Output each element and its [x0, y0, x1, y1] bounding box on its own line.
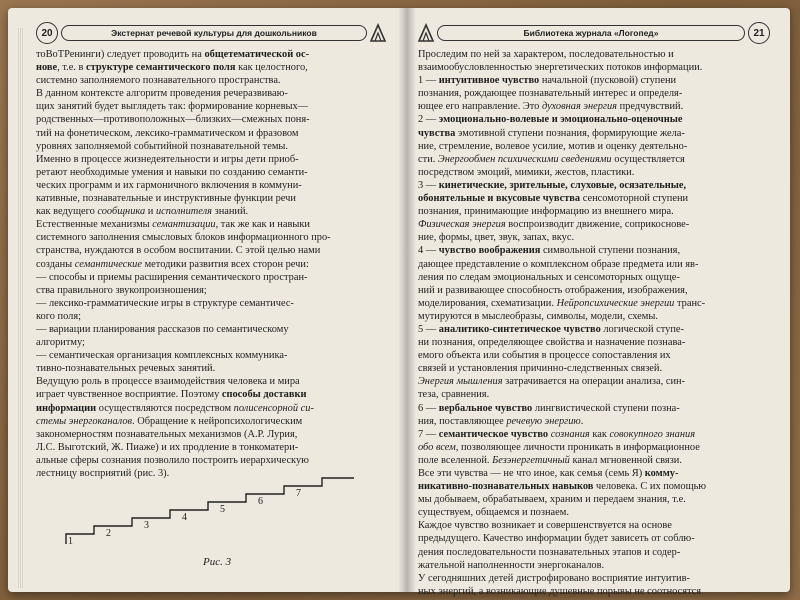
right-text-span: символьной ступени познания,	[540, 245, 681, 257]
right-text-span: мутируются в мыслеобразы, символы, модели, схемы.	[418, 310, 658, 322]
left-text-line	[36, 415, 386, 428]
right-text-span: ных энергий, а возникающие душевные порывы не соотносятся	[418, 585, 702, 597]
right-text-line	[418, 362, 770, 375]
right-text-line	[418, 74, 770, 87]
right-text-line	[418, 415, 770, 428]
left-text-span: ческих программ и их гармоничного включения в коммуни-	[36, 179, 302, 191]
right-text-span: ний и развивающее способность отображения, изображения,	[418, 284, 688, 296]
right-text-span: сенсомоторной ступени	[580, 193, 689, 205]
left-text-span: Л.С. Выготский, Ж. Пиаже) и их продление в тонкоматери-	[36, 441, 299, 453]
right-body-text	[418, 48, 770, 598]
left-text-line	[36, 284, 386, 297]
right-text-span: существуем, общаемся и познаем.	[418, 507, 569, 519]
right-text-span: речевую энергию	[506, 415, 581, 427]
left-text-line	[36, 349, 386, 362]
right-text-span: кинетические, зрительные, слуховые, осязательные,	[438, 179, 687, 191]
right-text-span: обо всем	[418, 441, 456, 453]
left-text-span: семантические	[74, 258, 142, 270]
right-text-span: взаимообусловленностью энергетических потоков информации.	[418, 62, 703, 74]
left-text-span: полисенсорной си-	[233, 402, 314, 414]
step-label: 7	[296, 488, 301, 499]
right-text-line	[418, 454, 770, 467]
right-text-span: аналитико-синтетическое чувство	[438, 323, 601, 335]
figure-caption: Рис. 3	[203, 556, 232, 568]
right-page	[418, 22, 770, 597]
right-text-span: , позволяющее личности проникать в информационное	[455, 441, 700, 453]
right-text-span: поле вселенной.	[418, 454, 493, 466]
left-text-span: сообщника	[97, 206, 146, 218]
right-text-span: совокупного знания	[609, 428, 696, 440]
left-text-line	[36, 48, 386, 61]
left-text-span: — семантическая организация комплексных коммуника-	[36, 350, 288, 362]
left-text-span: тивно-познавательных речевых занятий.	[36, 363, 216, 375]
journal-logo-icon	[370, 24, 386, 42]
right-text-span: познания, принимающие информацию из внешнего мира.	[418, 206, 674, 218]
right-text-span: человека. С их помощью	[593, 481, 707, 493]
right-text-span: дения последовательности познавательных этапов и содер-	[418, 546, 681, 558]
left-text-span: щих занятий будет выглядеть так: формирование корневых—	[36, 101, 309, 113]
left-text-span: созданы	[36, 258, 75, 270]
left-text-line	[36, 297, 386, 310]
left-text-span: системного заполнения смысловых блоков информационного про-	[36, 232, 331, 244]
left-text-line	[36, 100, 386, 113]
left-text-span: В данном контексте алгоритм проведения речеразвиваю-	[36, 88, 288, 100]
right-text-line	[418, 493, 770, 506]
left-text-line	[36, 218, 386, 231]
right-text-line	[418, 100, 770, 113]
right-text-line	[418, 258, 770, 271]
left-text-line	[36, 179, 386, 192]
left-text-span: нове	[36, 62, 58, 74]
right-text-span: мы добываем, обрабатываем, храним и передаем знания, т.е.	[418, 494, 686, 506]
right-text-span: ни познания, определяющее свойства и назначение познава-	[418, 337, 686, 349]
left-text-span: стемы энергоканалов	[36, 415, 133, 427]
right-text-span: эмотивной ступени познания, формирующие жела-	[455, 127, 685, 139]
left-text-line	[36, 61, 386, 74]
left-text-line	[36, 192, 386, 205]
left-text-line	[36, 231, 386, 244]
right-text-span: затрачивается на операции анализа, син-	[502, 376, 686, 388]
left-text-span: структуре семантического поля	[86, 62, 236, 74]
left-text-span: способы доставки	[221, 389, 307, 401]
left-text-span: , т.е. в	[57, 62, 87, 74]
left-text-span: родственных—противоположных—близких—смежных поня-	[36, 114, 310, 126]
left-text-line	[36, 402, 386, 415]
right-text-span: моделирования, схематизации.	[418, 297, 557, 309]
right-text-span: Нейропсихические энергии	[556, 297, 675, 309]
perception-staircase-figure	[64, 476, 354, 546]
right-text-span: логической ступе-	[600, 323, 684, 335]
right-text-line	[418, 87, 770, 100]
open-book	[8, 8, 790, 597]
step-label: 2	[106, 528, 111, 539]
right-text-span: Безэнергетичный	[492, 454, 570, 466]
left-text-line	[36, 271, 386, 284]
left-text-span: семантизации	[152, 219, 216, 231]
right-text-span: чувство воображения	[438, 245, 541, 257]
right-text-line	[418, 310, 770, 323]
right-text-span: Каждое чувство возникает и совершенствуется на основе	[418, 520, 672, 532]
right-text-span: лингвистической ступени позна-	[532, 402, 680, 414]
left-text-span: — лексико-грамматические игры в структуре семантичес-	[36, 297, 294, 309]
right-text-line	[418, 166, 770, 179]
right-text-span: сти.	[418, 153, 438, 165]
right-text-span: познания, рождающее познавательный интерес и определя-	[418, 88, 683, 100]
right-text-span: 7 —	[418, 428, 439, 440]
right-text-span: ние, формы, цвет, звук, запах, вкус.	[418, 232, 575, 244]
right-text-span: 1 —	[418, 75, 439, 87]
left-text-span: уровнях заполняемой событийной познавательной темы.	[36, 140, 288, 152]
right-text-span: ления по следам эмоциональных и сенсомоторных ощуще-	[418, 271, 680, 283]
right-text-line	[418, 532, 770, 545]
right-text-span: У сегодняшних детей дистрофировано восприятие интуитив-	[418, 572, 690, 584]
right-text-line	[418, 480, 770, 493]
right-page-number: 21	[748, 22, 770, 44]
left-header	[36, 22, 386, 44]
left-text-span: исполнителя	[155, 206, 212, 218]
right-text-line	[418, 441, 770, 454]
right-text-line	[418, 467, 770, 480]
right-text-span: ние, стремление, волевое усилие, мотив и оценку деятельно-	[418, 140, 688, 152]
left-text-line	[36, 87, 386, 100]
right-text-line	[418, 61, 770, 74]
left-text-span: осуществляются посредством	[96, 402, 234, 414]
right-text-span: .	[580, 415, 584, 427]
left-text-span: информации	[36, 402, 97, 414]
right-text-span: Проследим по ней за характером, последовательностью и	[418, 49, 674, 60]
left-text-span: алгоритму;	[36, 337, 85, 349]
step-label: 1	[68, 536, 73, 547]
right-text-span: Все эти чувства — не что иное, как семья (семь Я)	[418, 468, 645, 479]
left-text-span: и	[145, 206, 156, 218]
left-text-line	[36, 375, 386, 388]
step-label: 6	[258, 496, 263, 507]
left-text-span: лестницу восприятий (рис. 3).	[36, 468, 170, 479]
right-text-line	[418, 218, 770, 231]
right-text-line	[418, 323, 770, 336]
left-text-span: Именно в процессе жизнедеятельности и игры дети приоб-	[36, 153, 299, 165]
right-text-span: духовная энергия	[541, 101, 618, 113]
left-text-span: , так же как и навыки	[215, 219, 310, 231]
right-text-span: канал мгновенной связи.	[569, 454, 682, 466]
right-text-span: начальной (пусковой) ступени	[539, 75, 677, 87]
right-text-span: Энергообмен психическими сведениями	[437, 153, 612, 165]
right-text-line	[418, 127, 770, 140]
left-text-line	[36, 441, 386, 454]
left-text-span: как ведущего	[36, 206, 98, 218]
right-text-span: теза, сравнения.	[418, 389, 490, 401]
left-text-span: . Обращение к нейропсихологическим	[132, 415, 303, 427]
right-text-line	[418, 428, 770, 441]
left-text-span: общетематической ос-	[204, 49, 310, 60]
right-text-span: эмоционально-волевые и эмоционально-оценочные	[438, 114, 683, 126]
book-gutter	[398, 8, 416, 592]
right-text-line	[418, 506, 770, 519]
left-text-span: тоВоТРенинги) следует проводить на	[36, 49, 205, 60]
right-header	[418, 22, 770, 44]
right-text-span: жательной наполненности энергоканалов.	[418, 559, 605, 571]
left-text-line	[36, 258, 386, 271]
left-text-span: играет чувственное восприятие. Поэтому	[36, 389, 222, 401]
right-text-span: ния, поставляющее	[418, 415, 507, 427]
left-text-span: альные сферы сознания позволило построить иерархическую	[36, 454, 309, 466]
right-text-span: предыдущего. Качество информации будет зависеть от соблю-	[418, 533, 695, 545]
left-text-span: тий на фонетическом, лексико-грамматическом и фразовом	[36, 127, 299, 139]
right-text-span: Физическая энергия	[418, 219, 506, 231]
right-text-line	[418, 271, 770, 284]
left-text-line	[36, 140, 386, 153]
right-text-line	[418, 336, 770, 349]
right-text-span: емого объекта или события в процессе сопоставления их	[418, 350, 671, 362]
right-text-span: 4 —	[418, 245, 439, 257]
right-text-line	[418, 375, 770, 388]
left-text-span: ства правильного звукопроизношения;	[36, 284, 207, 296]
right-text-line	[418, 349, 770, 362]
left-text-span: Ведущую роль в процессе взаимодействия человека и мира	[36, 376, 300, 388]
step-label: 4	[182, 512, 187, 523]
right-text-span: комму-	[644, 468, 679, 479]
left-text-line	[36, 362, 386, 375]
right-text-line	[418, 153, 770, 166]
right-text-line	[418, 140, 770, 153]
right-text-line	[418, 402, 770, 415]
right-text-line	[418, 192, 770, 205]
left-text-span: методики развития всех сторон речи:	[142, 258, 309, 270]
right-header-title: Библиотека журнала «Логопед»	[437, 25, 745, 41]
journal-logo-icon	[418, 24, 434, 42]
left-text-line	[36, 323, 386, 336]
right-text-span: предчувствий.	[617, 101, 684, 113]
right-text-span: ющее его направление. Это	[418, 101, 542, 113]
left-text-line	[36, 166, 386, 179]
right-text-line	[418, 297, 770, 310]
right-text-span: сознания	[550, 428, 590, 440]
left-text-span: системно заполняемого познавательного пространства.	[36, 75, 281, 87]
left-text-span: странства, нуждаются в особом воспитании. С этой целью нами	[36, 245, 321, 257]
right-text-span: чувства	[418, 127, 456, 139]
left-text-span: — способы и приемы расширения семантического простран-	[36, 271, 308, 283]
left-text-span: ретают необходимые умения и навыки по созданию семанти-	[36, 166, 308, 178]
right-text-span: вербальное чувство	[438, 402, 533, 414]
right-text-span: посредством эмоций, мимики, жестов, пластики.	[418, 166, 635, 178]
left-text-span: кого поля;	[36, 310, 81, 322]
left-text-span: знаний.	[212, 206, 249, 218]
step-label: 5	[220, 504, 225, 515]
right-text-line	[418, 559, 770, 572]
left-text-line	[36, 205, 386, 218]
right-text-span: интуитивное чувство	[438, 75, 540, 87]
right-text-span: семантическое чувство	[438, 428, 549, 440]
left-text-line	[36, 153, 386, 166]
right-text-line	[418, 48, 770, 61]
right-text-line	[418, 519, 770, 532]
right-text-line	[418, 546, 770, 559]
right-text-span: никативно-познавательных навыков	[418, 481, 594, 493]
left-text-span: — вариации планирования рассказов по семантическому	[36, 323, 289, 335]
right-text-line	[418, 572, 770, 585]
left-text-span: Естественные механизмы	[36, 219, 153, 231]
left-page-number: 20	[36, 22, 58, 44]
right-text-line	[418, 205, 770, 218]
left-text-span: кативные, познавательные и инструктивные функции речи	[36, 193, 296, 205]
left-text-line	[36, 127, 386, 140]
step-label: 3	[144, 520, 149, 531]
right-text-span: 3 —	[418, 179, 439, 191]
right-text-line	[418, 231, 770, 244]
right-text-span: обонятельные и вкусовые чувства	[418, 193, 581, 205]
left-text-span: как целостного,	[235, 62, 308, 74]
left-text-line	[36, 113, 386, 126]
left-text-line	[36, 428, 386, 441]
right-text-line	[418, 244, 770, 257]
left-text-line	[36, 310, 386, 323]
right-text-line	[418, 113, 770, 126]
right-text-span: воспроизводит движение, соприкоснове-	[505, 219, 690, 231]
right-text-span: транс-	[674, 297, 706, 309]
right-text-span: осуществляется	[611, 153, 685, 165]
right-text-span: как	[589, 428, 610, 440]
left-text-line	[36, 336, 386, 349]
right-text-span: 5 —	[418, 323, 439, 335]
left-text-line	[36, 74, 386, 87]
right-text-line	[418, 388, 770, 401]
left-header-title: Экстернат речевой культуры для дошкольников	[61, 25, 367, 41]
right-text-span: дающее представление о комплексном образе предмета или яв-	[418, 258, 699, 270]
left-text-line	[36, 454, 386, 467]
left-body-text	[36, 48, 386, 480]
right-text-span: связей и установления причинно-следственных связей.	[418, 363, 663, 375]
right-text-span: 2 —	[418, 114, 439, 126]
right-text-line	[418, 179, 770, 192]
right-text-line	[418, 284, 770, 297]
left-text-line	[36, 388, 386, 401]
right-text-span: Энергия мышления	[418, 376, 503, 388]
left-text-line	[36, 244, 386, 257]
right-text-line	[418, 585, 770, 598]
page-stack-edge	[18, 28, 24, 588]
left-text-span: закономерностям познавательных механизмов (А.Р. Лурия,	[36, 428, 298, 440]
right-text-span: 6 —	[418, 402, 439, 414]
